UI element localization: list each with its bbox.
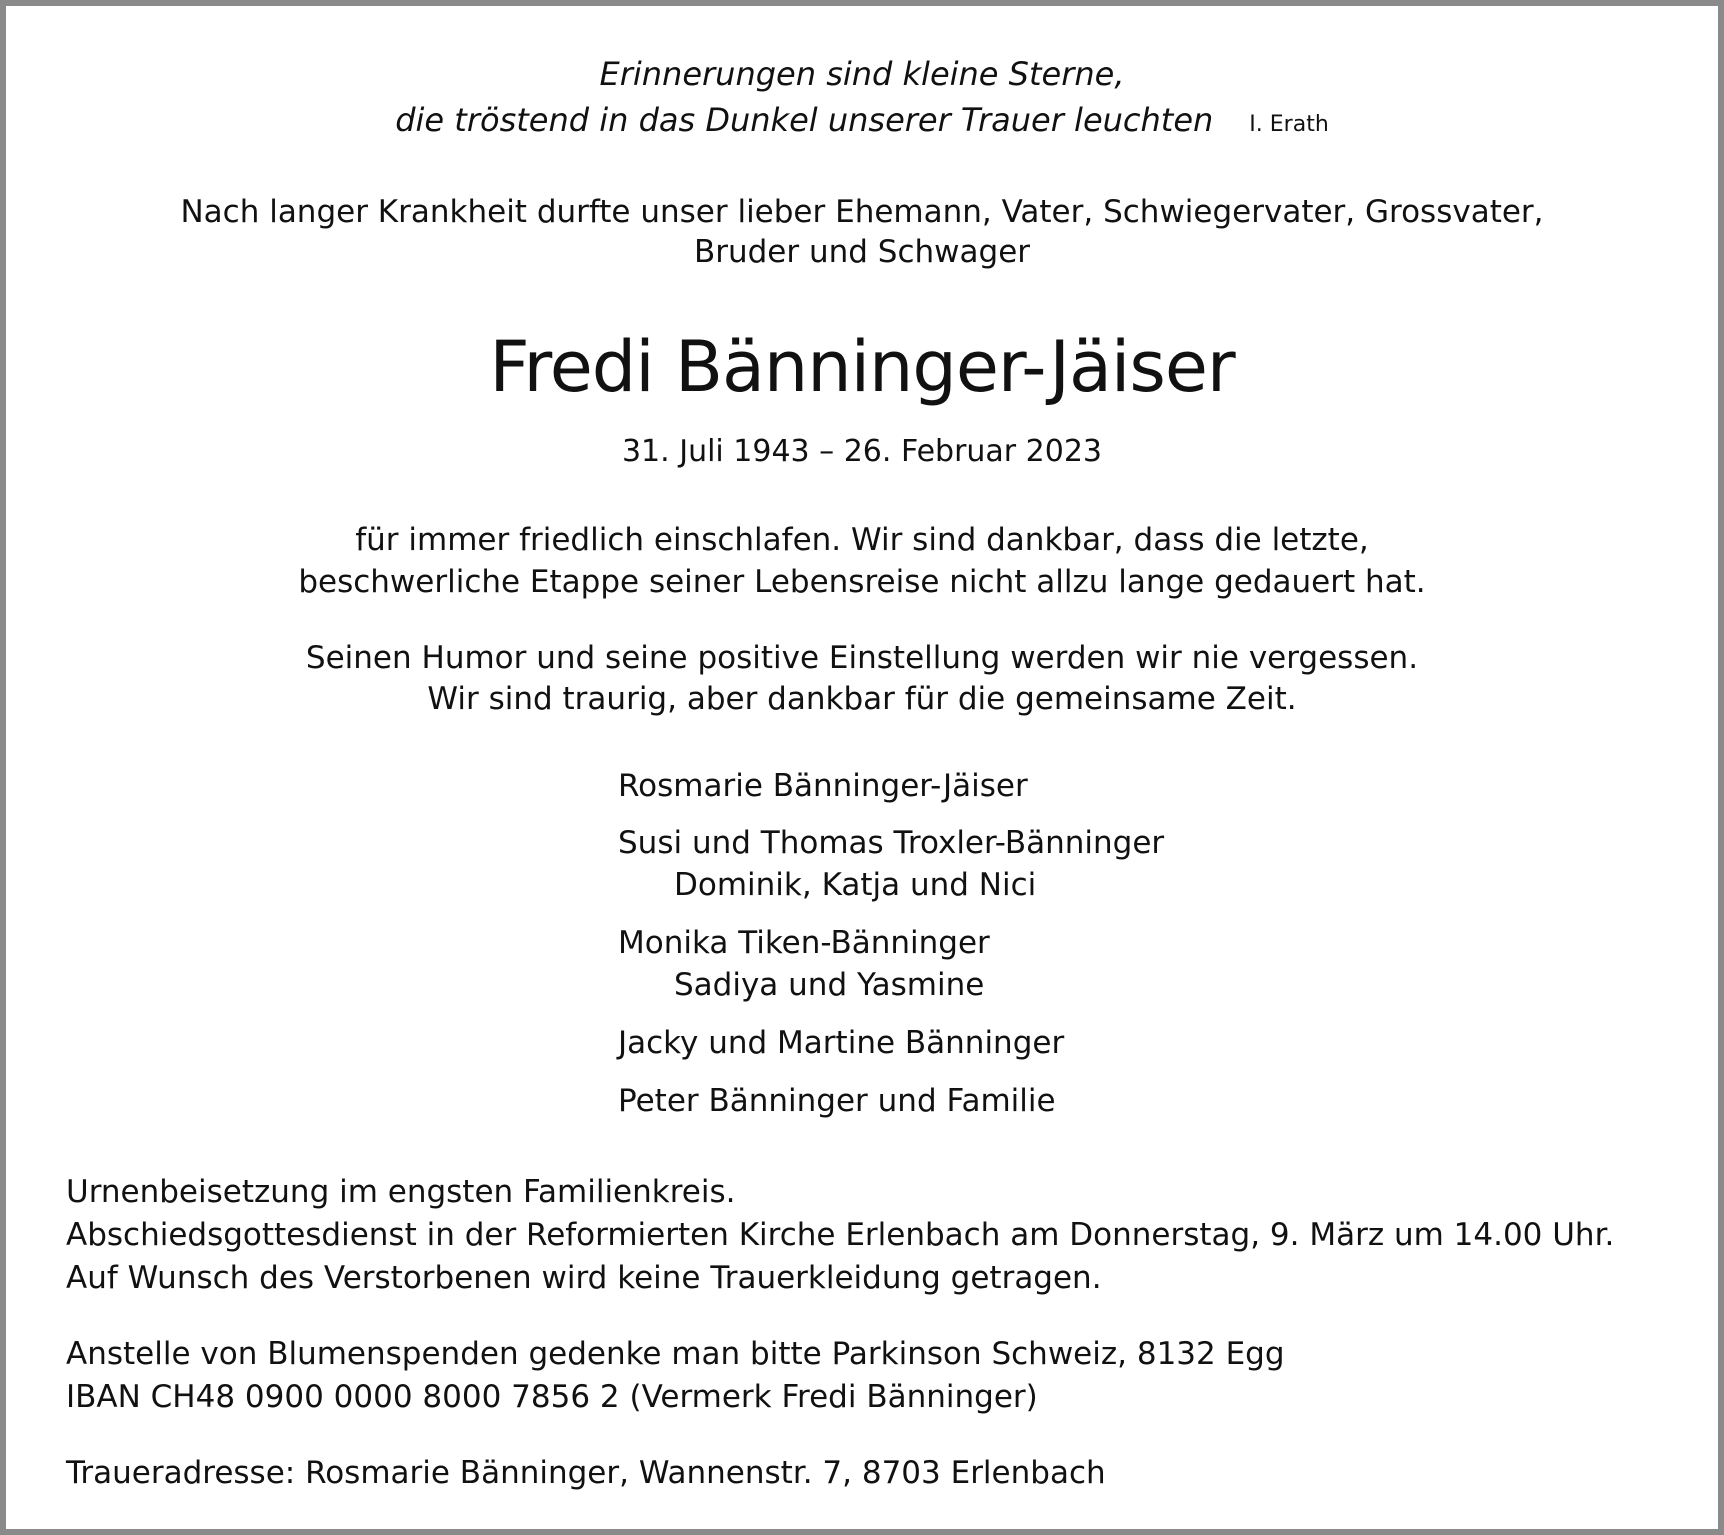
intro-line-2: Bruder und Schwager xyxy=(693,234,1031,270)
quote-author: I. Erath xyxy=(1249,112,1329,137)
message-line-4: Wir sind traurig, aber dankbar für die gemeinsame Zeit. xyxy=(427,681,1297,717)
message-line-3: Seinen Humor und seine positive Einstellung werden wir nie vergessen. xyxy=(305,640,1419,676)
message-line-2: beschwerliche Etappe seiner Lebensreise nicht allzu lange gedauert hat. xyxy=(298,564,1426,600)
mourner-2: Susi und Thomas Troxler-Bänninger xyxy=(618,825,1165,861)
message-line-1: für immer friedlich einschlafen. Wir sind dankbar, dass die letzte, xyxy=(355,522,1369,558)
ceremony-line-1: Urnenbeisetzung im engsten Familienkreis. xyxy=(66,1174,736,1210)
quote-line-2 xyxy=(12,100,1712,145)
mourner-3-children: Sadiya und Yasmine xyxy=(674,967,985,1003)
mourner-3: Monika Tiken-Bänninger xyxy=(618,925,990,961)
mourner-1: Rosmarie Bänninger-Jäiser xyxy=(618,768,1028,804)
donation-line-1: Anstelle von Blumenspenden gedenke man bitte Parkinson Schweiz, 8132 Egg xyxy=(66,1336,1285,1372)
quote-text: die tröstend in das Dunkel unserer Trauer leuchten xyxy=(395,101,1214,139)
ceremony-line-2: Abschiedsgottesdienst in der Reformierten Kirche Erlenbach am Donnerstag, 9. März um 14.00 Uhr. xyxy=(66,1217,1615,1253)
donation-line-2: IBAN CH48 0900 0000 8000 7856 2 (Vermerk Fredi Bänninger) xyxy=(66,1379,1038,1415)
life-dates: 31. Juli 1943 – 26. Februar 2023 xyxy=(621,434,1103,469)
mourner-2-children: Dominik, Katja und Nici xyxy=(674,867,1037,903)
intro-line-1: Nach langer Krankheit durfte unser lieber Ehemann, Vater, Schwiegervater, Grossvater, xyxy=(180,194,1544,230)
mourner-5: Peter Bänninger und Familie xyxy=(618,1083,1056,1119)
mourning-address: Traueradresse: Rosmarie Bänninger, Wannenstr. 7, 8703 Erlenbach xyxy=(66,1455,1106,1491)
ceremony-line-3: Auf Wunsch des Verstorbenen wird keine Trauerkleidung getragen. xyxy=(66,1260,1102,1296)
quote-line-1: Erinnerungen sind kleine Sterne, xyxy=(599,55,1125,93)
deceased-name: Fredi Bänninger-Jäiser xyxy=(489,326,1235,408)
mourner-4: Jacky und Martine Bänninger xyxy=(618,1025,1065,1061)
obituary-notice xyxy=(12,12,1712,1523)
